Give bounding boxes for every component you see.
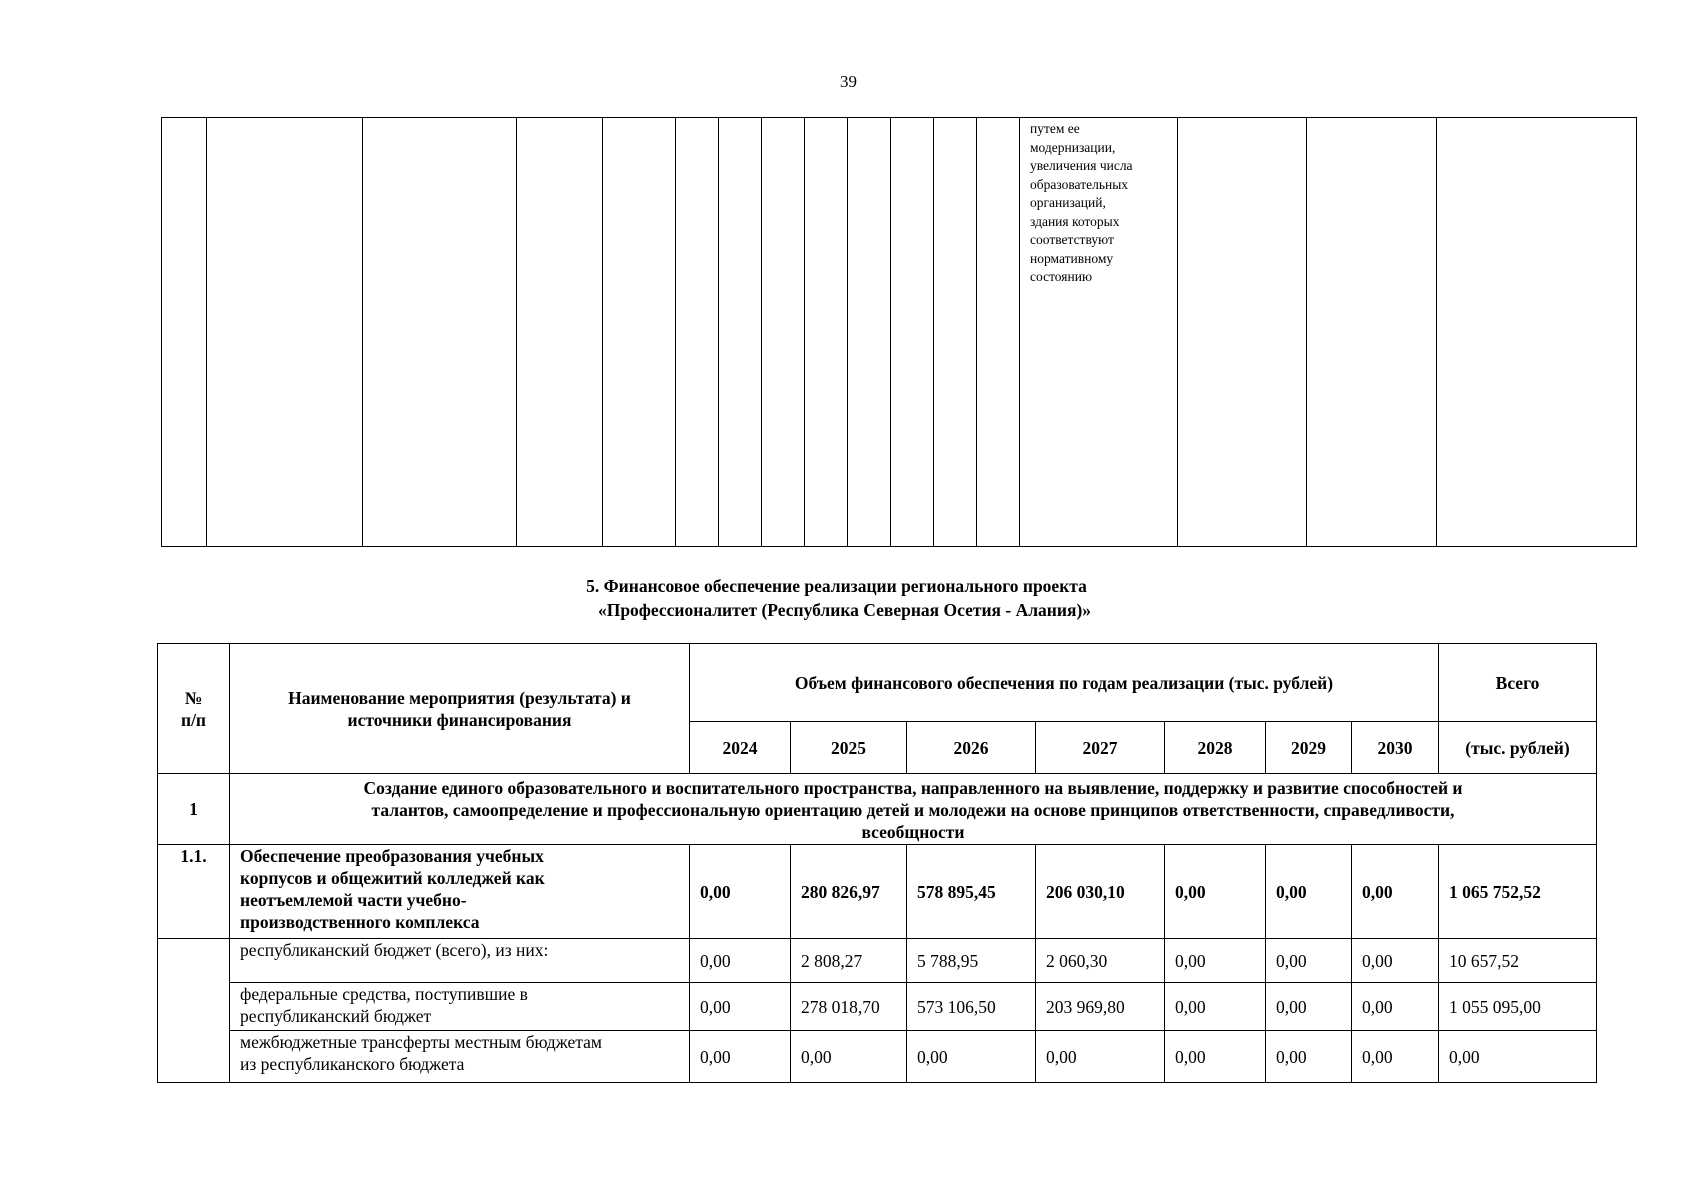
value-cell: 0,00	[1165, 845, 1266, 939]
header-year: 2025	[791, 722, 907, 774]
table-cell	[676, 118, 719, 547]
value-cell: 0,00	[1165, 983, 1266, 1031]
source-name: межбюджетные трансферты местным бюджетам из республиканского бюджета	[230, 1031, 690, 1083]
table-cell	[207, 118, 363, 547]
header-year: 2027	[1036, 722, 1165, 774]
item-num: 1.1.	[158, 845, 230, 939]
value-cell: 0,00	[1352, 983, 1439, 1031]
value-cell: 0,00	[690, 845, 791, 939]
value-cell: 0,00	[1036, 1031, 1165, 1083]
total-cell: 1 065 752,52	[1439, 845, 1597, 939]
header-volume: Объем финансового обеспечения по годам реализации (тыс. рублей)	[690, 644, 1439, 722]
description-text: путем ее модернизации, увеличения числа образовательных организаций, здания которых соответствуют нормативному состоянию	[1030, 121, 1133, 284]
value-cell: 2 060,30	[1036, 939, 1165, 983]
value-cell: 573 106,50	[907, 983, 1036, 1031]
value-cell: 206 030,10	[1036, 845, 1165, 939]
table-cell	[517, 118, 603, 547]
table-cell	[1178, 118, 1307, 547]
description-cell	[1020, 118, 1178, 547]
page-number: 39	[840, 72, 857, 91]
table-cell	[363, 118, 517, 547]
value-cell: 5 788,95	[907, 939, 1036, 983]
header-year: 2024	[690, 722, 791, 774]
value-cell: 0,00	[1266, 845, 1352, 939]
table-cell	[762, 118, 805, 547]
value-cell: 0,00	[690, 939, 791, 983]
value-cell: 0,00	[1266, 1031, 1352, 1083]
value-cell: 0,00	[1165, 1031, 1266, 1083]
table-cell	[603, 118, 676, 547]
header-year: 2030	[1352, 722, 1439, 774]
value-cell: 278 018,70	[791, 983, 907, 1031]
table-row	[158, 939, 1597, 983]
section-title: Создание единого образовательного и воспитательного пространства, направленного на выявление, поддержку и развитие способностей и талантов, самоопределение и профессиональную ориентацию детей и молодежи на основе принципов ответственности, справедливости, всеобщности	[230, 774, 1597, 845]
value-cell: 0,00	[690, 1031, 791, 1083]
finance-table	[157, 643, 1597, 1083]
value-cell: 0,00	[1266, 939, 1352, 983]
table-cell	[1437, 118, 1637, 547]
section-num: 1	[158, 774, 230, 845]
header-total: Всего	[1439, 644, 1597, 722]
table-cell	[934, 118, 977, 547]
header-num: № п/п	[158, 644, 230, 774]
value-cell: 0,00	[1165, 939, 1266, 983]
header-year: 2026	[907, 722, 1036, 774]
value-cell: 0,00	[1352, 939, 1439, 983]
table-cell	[805, 118, 848, 547]
table-cell	[162, 118, 207, 547]
total-cell: 1 055 095,00	[1439, 983, 1597, 1031]
value-cell: 203 969,80	[1036, 983, 1165, 1031]
header-total-unit: (тыс. рублей)	[1439, 722, 1597, 774]
value-cell: 0,00	[690, 983, 791, 1031]
heading-line-1: 5. Финансовое обеспечение реализации регионального проекта	[586, 576, 1087, 596]
section-heading	[0, 574, 1697, 622]
table-cell	[848, 118, 891, 547]
table-cell	[1307, 118, 1437, 547]
table-row	[158, 1031, 1597, 1083]
value-cell: 0,00	[1266, 983, 1352, 1031]
value-cell: 280 826,97	[791, 845, 907, 939]
value-cell: 0,00	[1352, 845, 1439, 939]
continuation-table	[161, 117, 1637, 547]
header-name: Наименование мероприятия (результата) и источники финансирования	[230, 644, 690, 774]
value-cell: 0,00	[791, 1031, 907, 1083]
source-name: федеральные средства, поступившие в республиканский бюджет	[230, 983, 690, 1031]
empty-num-cell	[158, 939, 230, 1083]
table-row	[158, 845, 1597, 939]
table-row	[158, 983, 1597, 1031]
table-cell	[719, 118, 762, 547]
heading-line-2: «Профессионалитет (Республика Северная Осетия - Алания)»	[597, 600, 1092, 620]
value-cell: 0,00	[907, 1031, 1036, 1083]
total-cell: 0,00	[1439, 1031, 1597, 1083]
source-name: республиканский бюджет (всего), из них:	[230, 939, 690, 983]
value-cell: 0,00	[1352, 1031, 1439, 1083]
header-year: 2028	[1165, 722, 1266, 774]
value-cell: 578 895,45	[907, 845, 1036, 939]
table-cell	[977, 118, 1020, 547]
value-cell: 2 808,27	[791, 939, 907, 983]
item-name: Обеспечение преобразования учебных корпусов и общежитий колледжей как неотъемлемой части учебно- производственного комплекса	[230, 845, 690, 939]
table-cell	[891, 118, 934, 547]
header-year: 2029	[1266, 722, 1352, 774]
total-cell: 10 657,52	[1439, 939, 1597, 983]
